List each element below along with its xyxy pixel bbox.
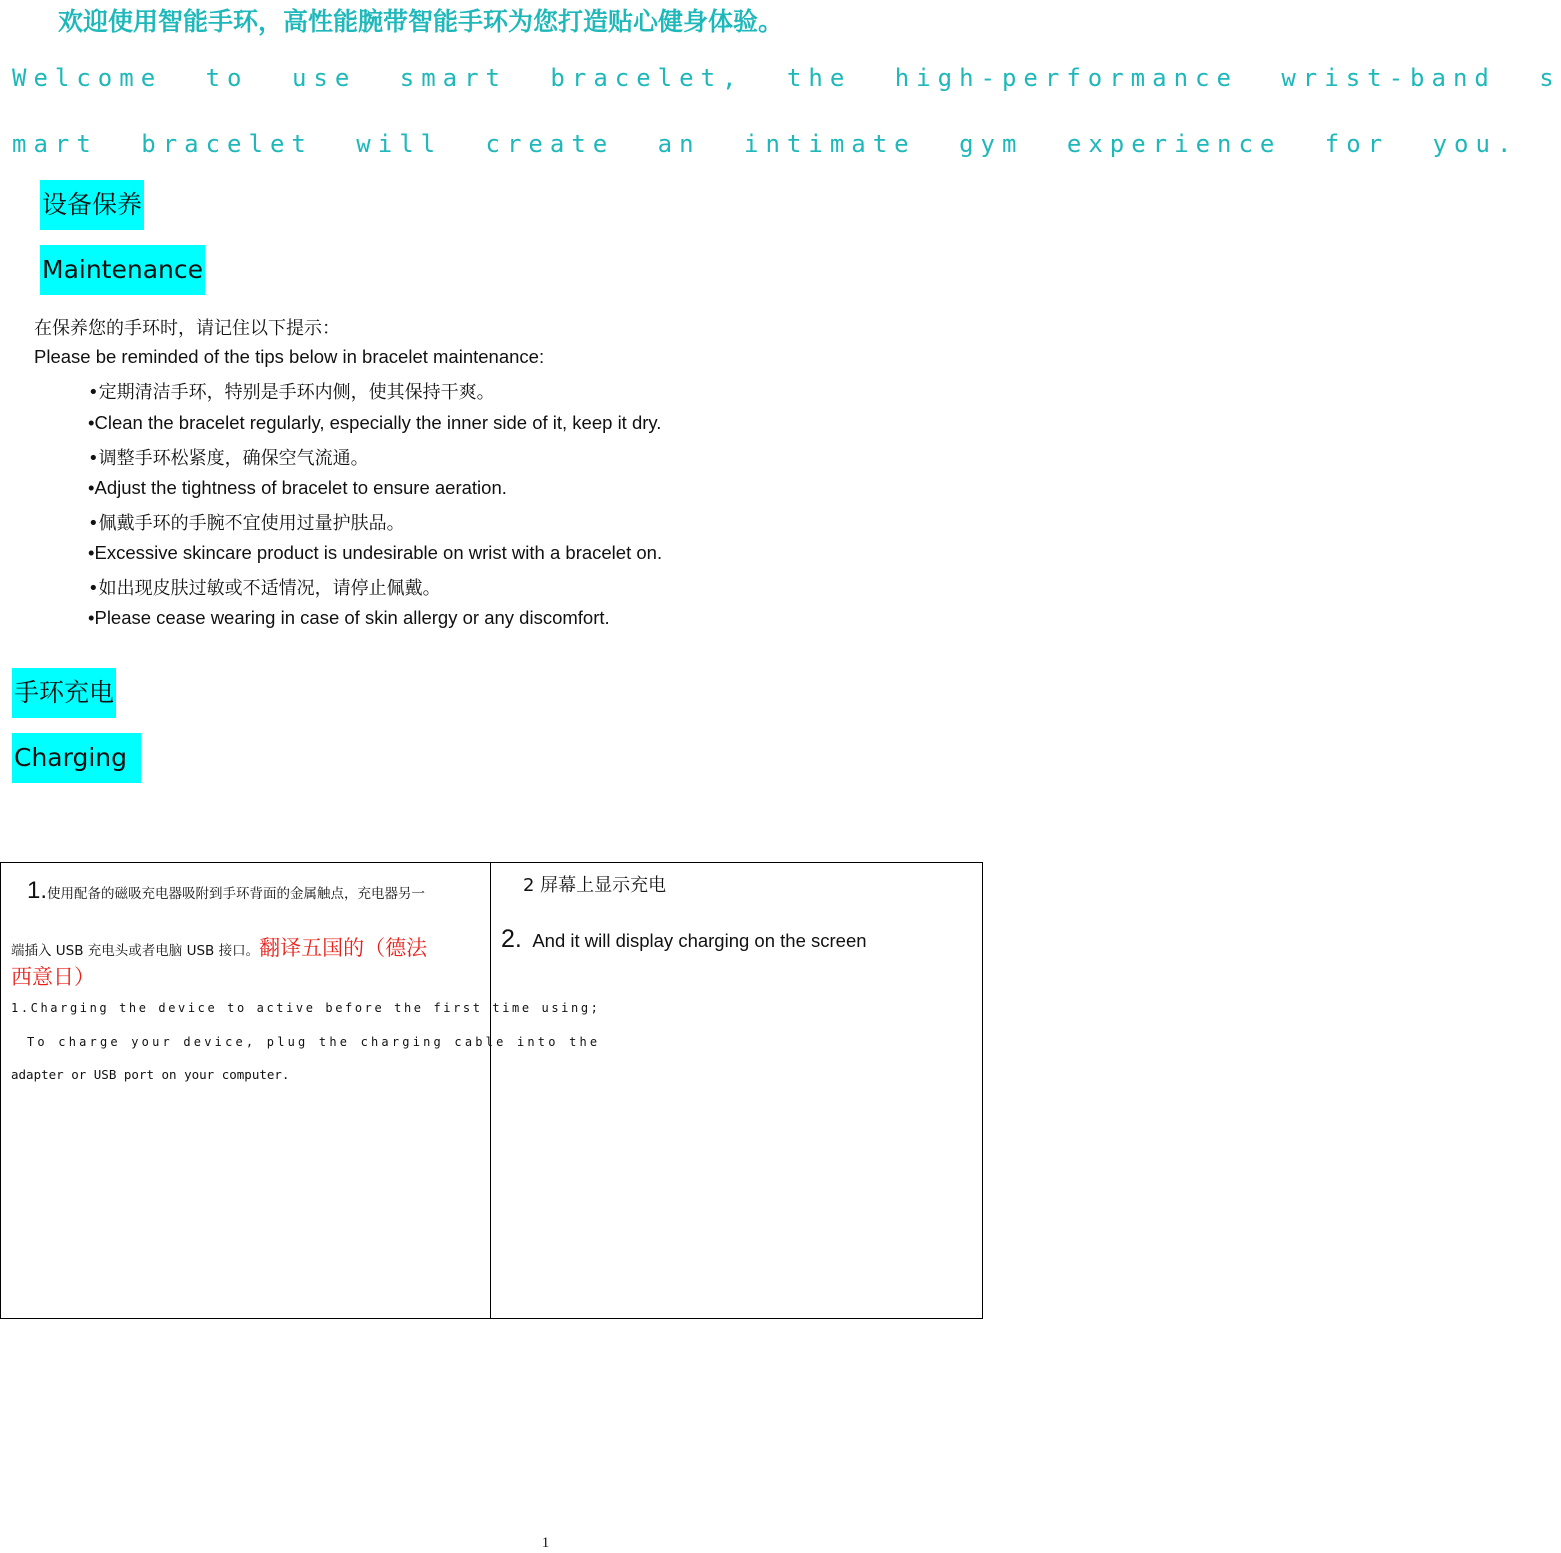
maintenance-intro-en: Please be reminded of the tips below in bracelet maintenance:	[34, 346, 545, 367]
tip-3-en: •Excessive skincare product is undesirable on wrist with a bracelet on.	[88, 542, 663, 563]
title-chinese: 欢迎使用智能手环，高性能腕带智能手环为您打造贴心健身体验。	[58, 7, 784, 36]
translation-note-red: 翻译五国的（德法	[259, 936, 428, 960]
step-1-en-line-1: 1.Charging the device to active before the first time using;	[11, 1001, 601, 1015]
step-1-en-line-2: To charge your device, plug the charging cable into the	[27, 1035, 601, 1049]
step-2-number: 2.	[501, 925, 522, 953]
step-1-en-line-3: adapter or USB port on your computer.	[11, 1067, 290, 1082]
title-english-line-1: Welcome to use smart bracelet, the high-performance wrist-band s	[12, 64, 1561, 92]
translation-note-red-2: 西意日）	[11, 965, 95, 989]
charging-heading-en: Charging	[12, 733, 141, 783]
step-1-cn-line-2	[11, 932, 427, 962]
title-english-line-2: mart bracelet will create an intimate gym experience for you.	[12, 130, 1519, 158]
page-number: 1	[541, 1535, 550, 1551]
tip-1-cn: •定期清洁手环，特别是手环内侧，使其保持干爽。	[88, 382, 495, 403]
step-1-cn-line-1	[27, 877, 425, 905]
charging-steps-table	[0, 862, 983, 1319]
tip-1-en: •Clean the bracelet regularly, especially the inner side of it, keep it dry.	[88, 412, 662, 433]
step-2-en	[501, 925, 867, 954]
tip-3-cn: •佩戴手环的手腕不宜使用过量护肤品。	[88, 513, 405, 534]
maintenance-intro-cn: 在保养您的手环时，请记住以下提示：	[34, 318, 340, 339]
step-1-number: 1.	[27, 877, 48, 904]
maintenance-heading-en: Maintenance	[40, 245, 205, 295]
step-1-cn-text: 使用配备的磁吸充电器吸附到手环背面的金属触点，充电器另一	[47, 886, 426, 902]
step-1-cn-text-2: 端插入 USB 充电头或者电脑 USB 接口。	[11, 943, 260, 959]
tip-4-en: •Please cease wearing in case of skin allergy or any discomfort.	[88, 607, 610, 628]
step-2-en-text: And it will display charging on the screen	[532, 930, 867, 951]
tip-4-cn: •如出现皮肤过敏或不适情况，请停止佩戴。	[88, 578, 441, 599]
tip-2-en: •Adjust the tightness of bracelet to ensure aeration.	[88, 477, 507, 498]
tip-2-cn: •调整手环松紧度，确保空气流通。	[88, 448, 369, 469]
maintenance-heading-cn: 设备保养	[40, 180, 144, 230]
step-2-cn: 2 屏幕上显示充电	[523, 875, 667, 896]
charging-heading-cn: 手环充电	[12, 668, 116, 718]
charging-step-2-cell	[491, 863, 983, 1319]
